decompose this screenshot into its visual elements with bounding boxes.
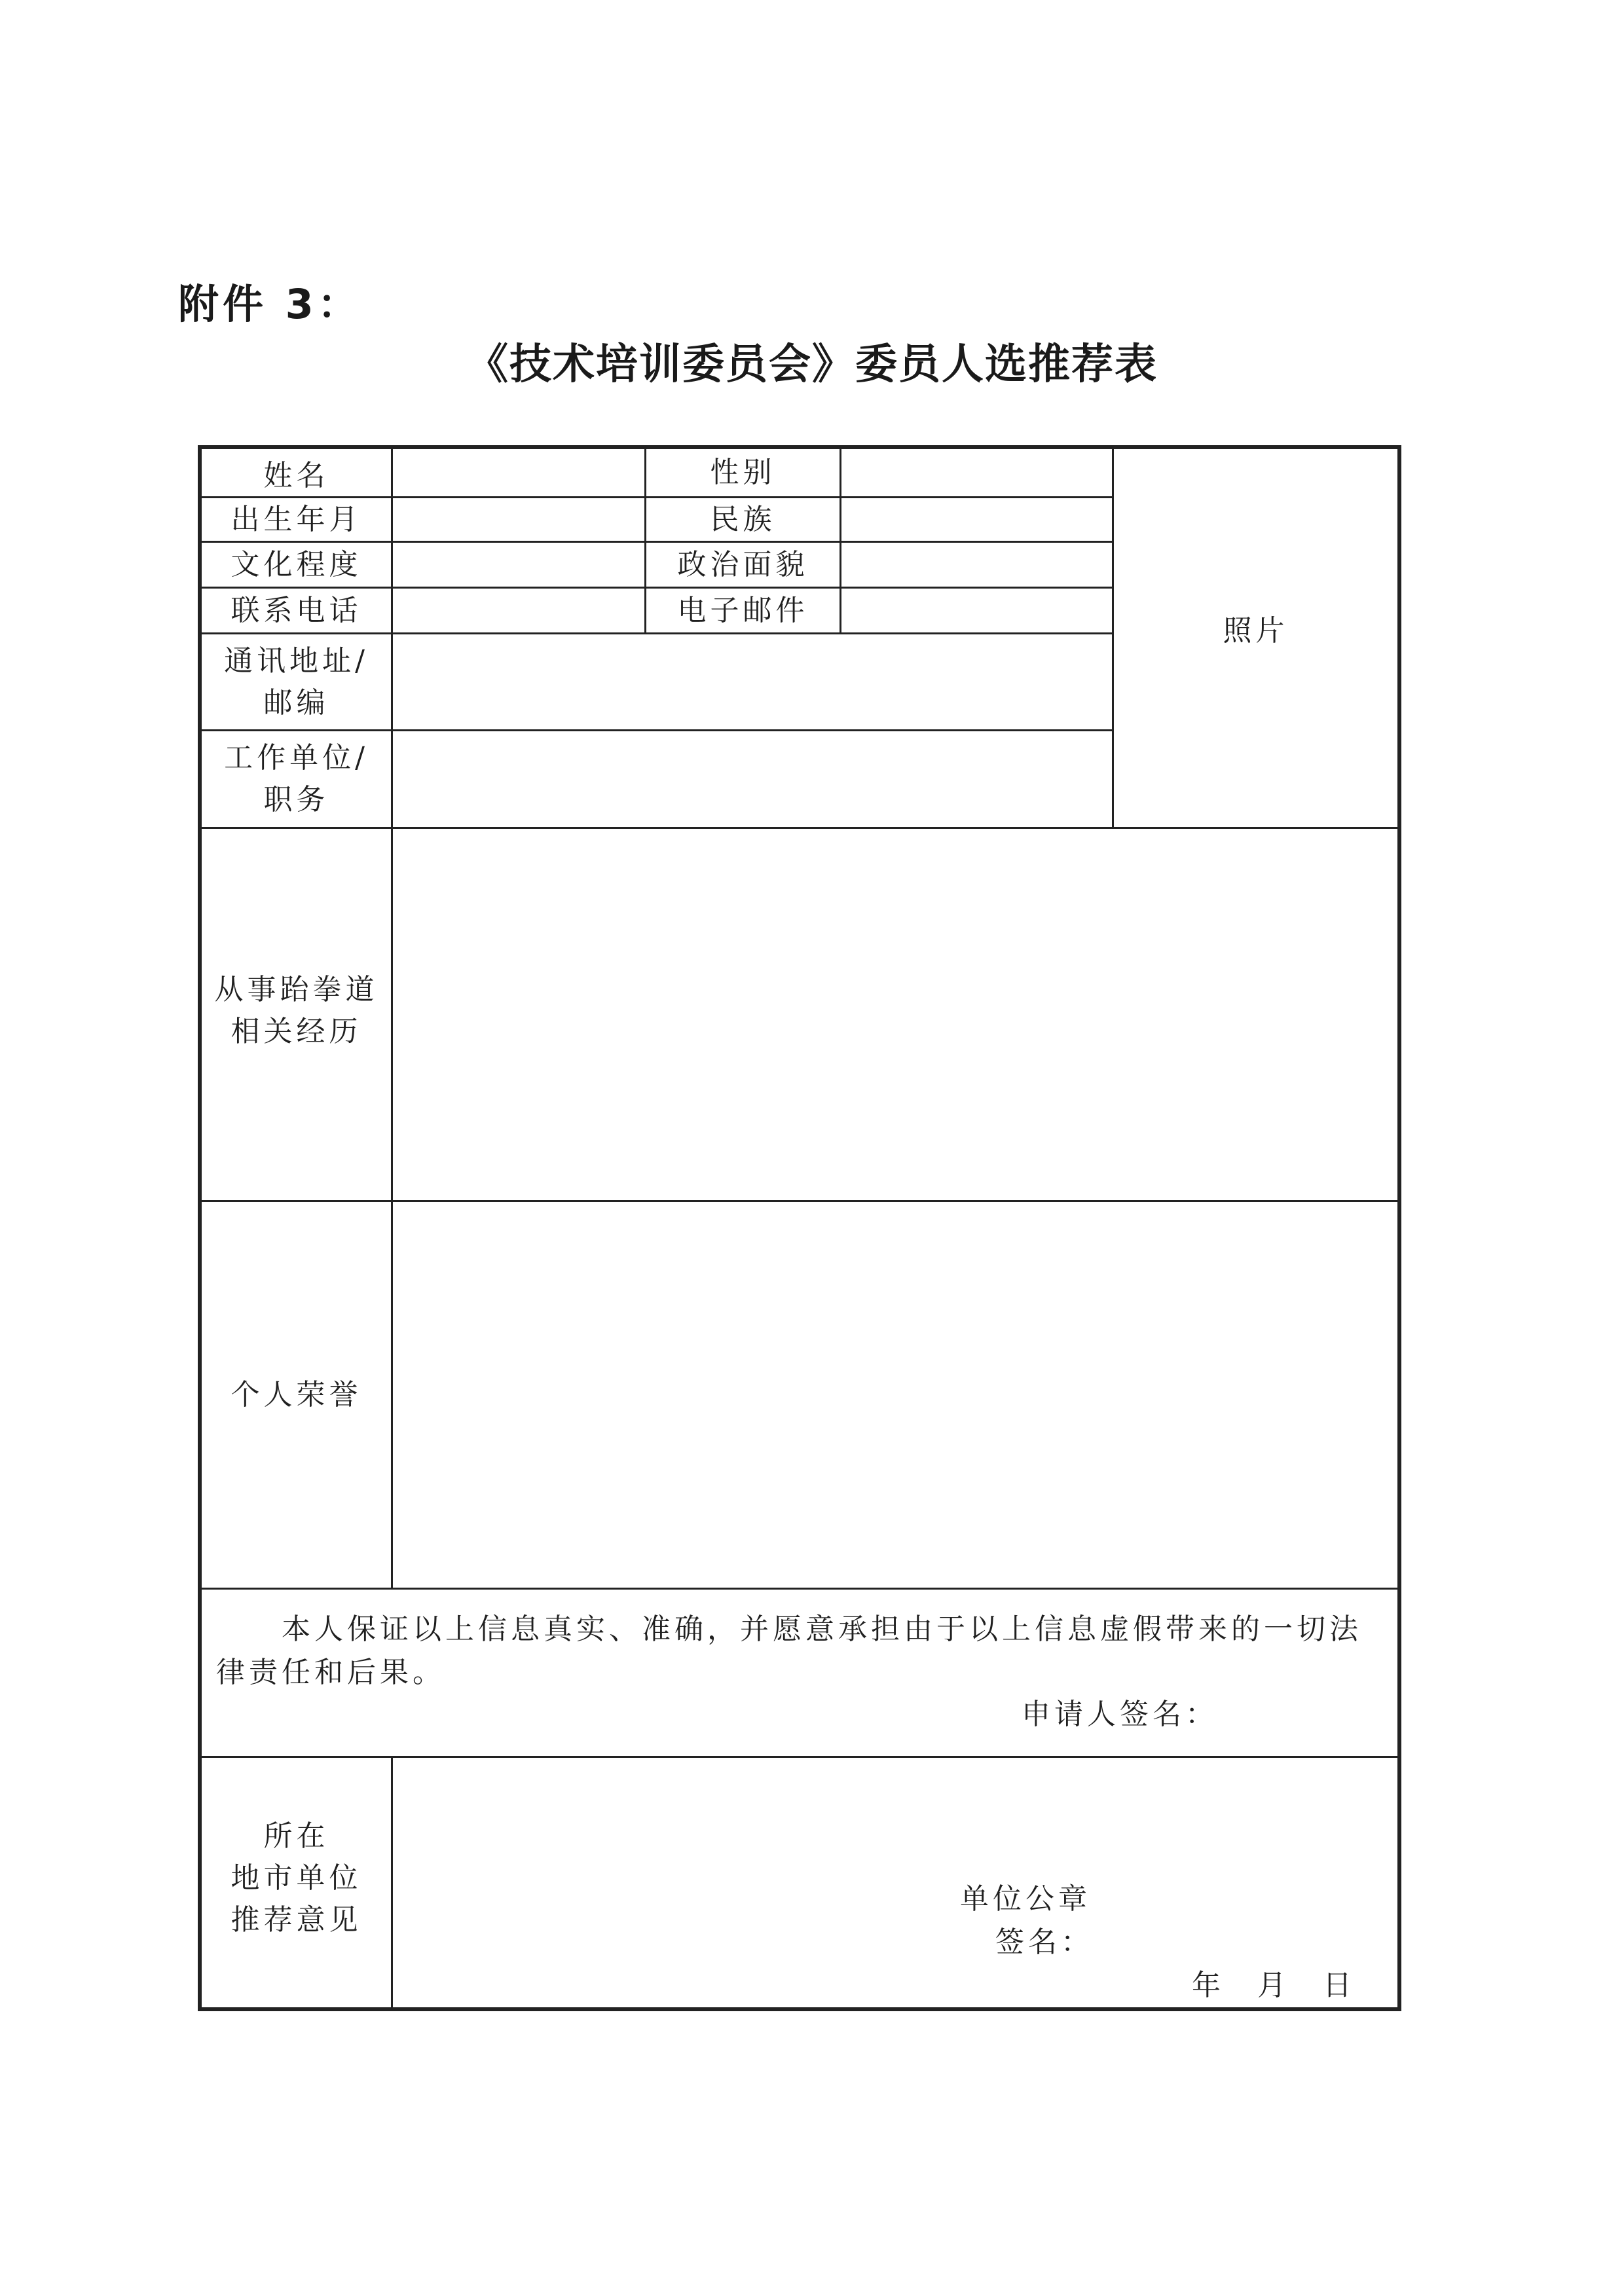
label-work [202,731,391,827]
address-field[interactable] [393,634,1112,729]
label-work-line2: 职务 [263,783,329,816]
ethnicity-field[interactable] [841,498,1112,541]
label-birth: 出生年月 [231,502,362,536]
recommendation-signature-label: 签名： [995,1925,1094,1959]
date-year-label: 年 [1192,1969,1225,2002]
experience-field[interactable] [393,829,1397,1200]
declaration-text: 本人保证以上信息真实、准确，并愿意承担由于以上信息虚假带来的一切法律责任和后果。 [216,1613,1362,1689]
email-field[interactable] [841,589,1112,632]
date-month-label: 月 [1257,1969,1290,2002]
gender-field[interactable] [841,449,1112,496]
label-recommendation-line2: 地市单位 [231,1861,362,1895]
label-phone: 联系电话 [231,593,362,627]
label-address-line2: 邮编 [263,685,329,720]
label-political: 政治面貌 [677,547,809,581]
label-recommendation [202,1758,391,2007]
attachment-label: 附件 3： [178,280,362,328]
education-field[interactable] [393,543,644,587]
applicant-signature-label: 申请人签名： [1022,1698,1218,1731]
honors-field[interactable] [393,1202,1397,1588]
label-experience-line1: 从事跆拳道 [214,973,378,1006]
phone-field[interactable] [393,589,644,632]
row-divider [198,1588,1401,1590]
label-recommendation-line3: 推荐意见 [231,1903,362,1937]
unit-seal-label: 单位公章 [960,1882,1091,1916]
political-field[interactable] [841,543,1112,587]
label-gender: 性别 [710,456,776,489]
label-email: 电子邮件 [677,593,809,627]
form-title: 《技术培训委员会》委员人选推荐表 [466,340,1158,389]
date-day-label: 日 [1323,1969,1356,2002]
label-experience-line2: 相关经历 [231,1015,362,1048]
label-ethnicity: 民族 [710,502,776,536]
label-recommendation-line1: 所在 [263,1819,329,1853]
name-field[interactable] [393,449,644,496]
label-honors: 个人荣誉 [231,1377,362,1412]
label-education: 文化程度 [231,547,362,581]
recommendation-field[interactable] [393,1758,1397,2007]
photo-placeholder[interactable] [1114,449,1397,827]
birth-field[interactable] [393,498,644,541]
label-address [202,634,391,729]
label-address-line1: 通讯地址/ [224,644,369,678]
label-photo: 照片 [1223,614,1289,647]
label-experience [202,829,391,1200]
label-name: 姓名 [263,459,329,492]
work-field[interactable] [393,731,1112,827]
label-work-line1: 工作单位/ [224,741,369,774]
